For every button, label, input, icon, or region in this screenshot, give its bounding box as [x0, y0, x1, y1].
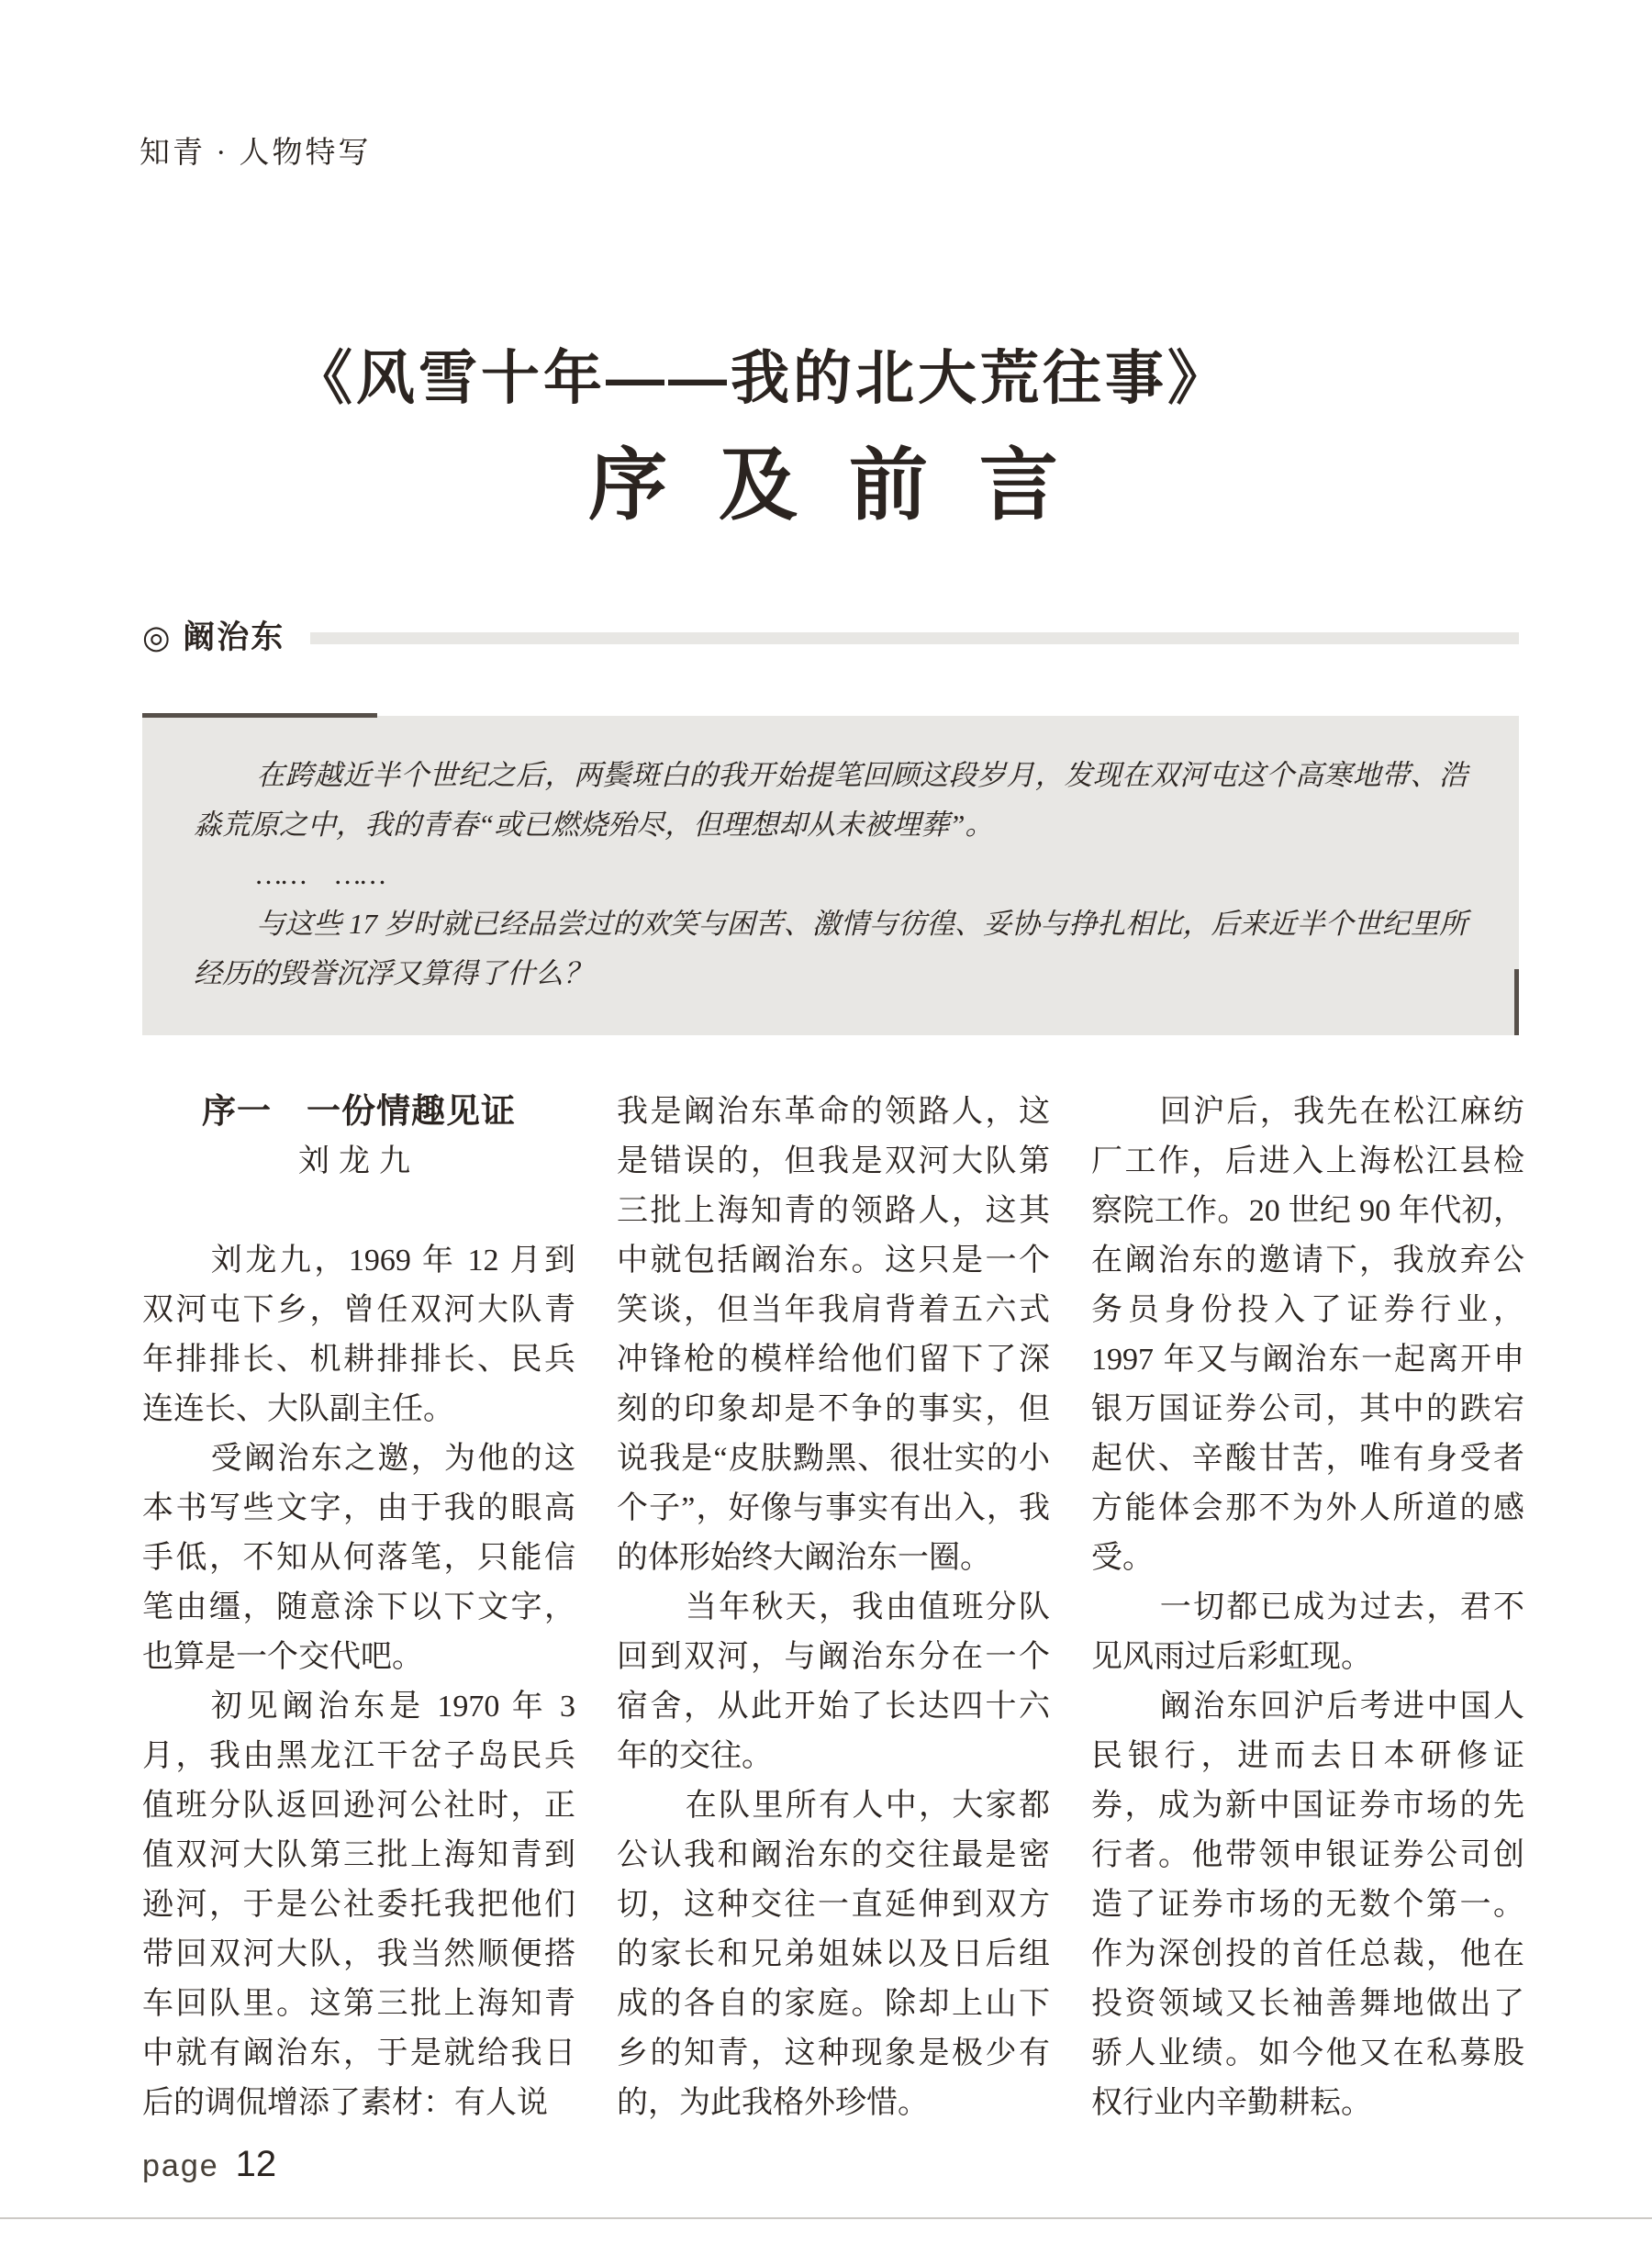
paragraph: 回沪后，我先在松江麻纺厂工作，后进入上海松江县检察院工作。20 世纪 90 年代初，在阚治东的邀请下，我放弃公务员身份投入了证券行业，1997 年又与阚治东一起离开申银万国证券公司，其中的跌宕起伏、辛酸甘苦，唯有身受者方能体会那不为外人所道的感受。 — [1091, 1095, 1524, 1575]
column-2-paragraphs — [617, 1088, 1050, 2128]
page-label: page — [142, 2148, 219, 2183]
paragraph: 刘龙九，1969 年 12 月到双河屯下乡，曾任双河大队青年排排长、机耕排排长、民兵连连长、大队副主任。 — [142, 1244, 575, 1426]
page-number: 12 — [235, 2144, 277, 2184]
paragraph: 初见阚治东是 1970 年 3 月，我由黑龙江干岔子岛民兵值班分队返回逊河公社时，正值双河大队第三批上海知青到逊河，于是公社委托我把他们带回双河大队，我当然顺便搭车回队里。这第三批上海知青中就有阚治东，于是就给我日后的调侃增添了素材：有人说 — [142, 1690, 575, 2120]
paragraph: 与这些 17 岁时就已经品尝过的欢笑与困苦、激情与彷徨、妥协与挣扎相比，后来近半个世纪里所经历的毁誉沉浮又算得了什么？ — [194, 908, 1468, 989]
paragraph: 一切都已成为过去，君不见风雨过后彩虹现。 — [1091, 1590, 1524, 1674]
section-author: 刘龙九 — [298, 1144, 419, 1178]
page-footer — [142, 2144, 276, 2185]
author-name: ◎ 阚治东 — [142, 619, 285, 655]
bottom-rule — [0, 2217, 1652, 2219]
byline-decorative-bar — [310, 632, 1519, 644]
text-column-1 — [142, 1088, 575, 2128]
paragraph: …… …… — [256, 858, 386, 890]
article-subtitle: 序 及 前 言 — [588, 441, 1073, 530]
paragraph: 在队里所有人中，大家都公认我和阚治东的交往最是密切，这种交往一直延伸到双方的家长和兄弟姐妹以及日后组成的各自的家庭。除却上山下乡的知青，这种现象是极少有的，为此我格外珍惜。 — [617, 1789, 1050, 2120]
category-label: 知青 · 人物特写 — [140, 137, 372, 170]
column-1-paragraphs — [142, 1236, 575, 2128]
byline-row — [142, 617, 1519, 653]
paragraph: 阚治东回沪后考进中国人民银行，进而去日本研修证券，成为新中国证券市场的先行者。他带领申银证券公司创造了证券市场的无数个第一。作为深创投的首任总裁，他在投资领域又长袖善舞地做出了骄人业绩。如今他又在私募股权行业内辛勤耕耘。 — [1091, 1690, 1524, 2120]
paragraph: 当年秋天，我由值班分队回到双河，与阚治东分在一个宿舍，从此开始了长达四十六年的交往。 — [617, 1590, 1050, 1773]
paragraph: 在跨越近半个世纪之后，两鬓斑白的我开始提笔回顾这段岁月，发现在双河屯这个高寒地带、浩淼荒原之中，我的青春“或已燃烧殆尽，但理想却从未被埋葬”。 — [194, 759, 1468, 841]
column-3-paragraphs — [1091, 1088, 1524, 2128]
paragraph: 受阚治东之邀，为他的这本书写些文字，由于我的眼高手低，不知从何落笔，只能信笔由缰，随意涂下以下文字，也算是一个交代吧。 — [142, 1442, 575, 1674]
title-block — [142, 341, 1381, 531]
article-title: 《风雪十年——我的北大荒往事》 — [294, 345, 1230, 411]
lead-quote-box — [142, 716, 1519, 1035]
paragraph: 我是阚治东革命的领路人，这是错误的，但我是双河大队第三批上海知青的领路人，这其中就包括阚治东。这只是一个笑谈，但当年我肩背着五六式冲锋枪的模样给他们留下了深刻的印象却是不争的事实，但说我是“皮肤黝黑、很壮实的小个子”，好像与事实有出入，我的体形始终大阚治东一圈。 — [617, 1095, 1050, 1575]
text-column-2 — [617, 1088, 1050, 2128]
section-heading: 序一 一份情趣见证 — [202, 1093, 516, 1131]
text-column-3 — [1091, 1088, 1524, 2128]
